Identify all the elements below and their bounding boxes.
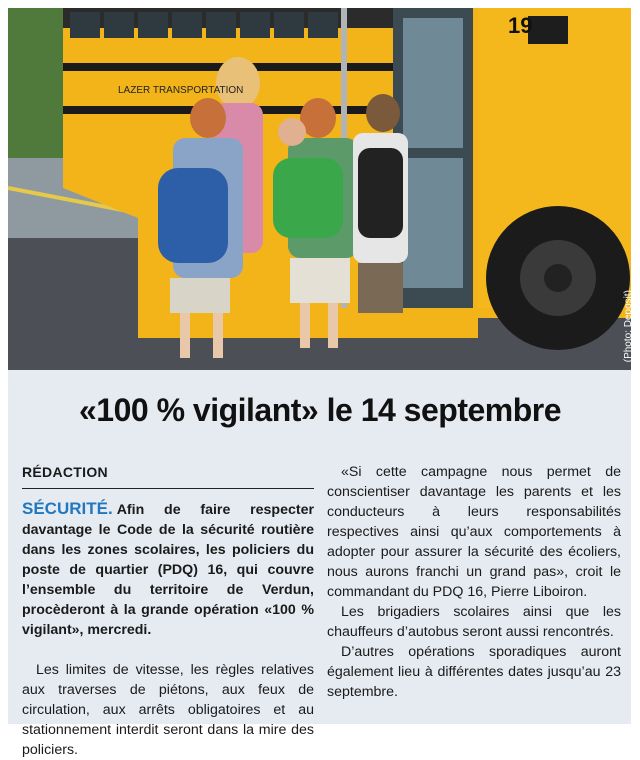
column-left (22, 462, 314, 760)
column-right (327, 462, 621, 702)
child-left (190, 98, 226, 138)
article-photo (8, 8, 631, 370)
school-bus-photo (8, 8, 631, 370)
bus-number: 19 (508, 13, 533, 38)
child-right (366, 94, 400, 132)
child-blonde (216, 57, 260, 109)
article-headline: «100 % vigilant» le 14 septembre (78, 392, 562, 428)
blue-backpack (158, 168, 228, 263)
body-paragraph-2: «Si cette campagne nous permet de conscientiser davantage les parents et les conducteurs à leurs responsabilités respectives ainsi qu’aux comportements à adopter pour assurer la sécurité des écoliers, nous aurons franchi un grand pas», croit le commandant du PDQ 16, Pierre Liboiron. (327, 464, 621, 600)
kicker: SÉCURITÉ. (22, 499, 113, 518)
byline: RÉDACTION (22, 462, 314, 489)
photo-credit: (Photo: Deposit) (623, 290, 634, 363)
lead-paragraph (22, 499, 314, 640)
body-paragraph-1: Les limites de vitesse, les règles relatives aux traverses de piétons, aux feux de circulation, aux arrêts obligatoires et au stationnement interdit seront dans la mire des policiers. (22, 662, 314, 758)
lead-text: Afin de faire respecter davantage le Code de la sécurité routière dans les zones scolaires, les policiers du poste de quartier (PDQ) 16, qui couvre l’ensemble du territoire de Verdun, procèderont à la grande opération «100 % vigilant», mercredi. (22, 502, 314, 638)
bus-lettering: LAZER TRANSPORTATION (118, 85, 244, 96)
body-paragraph-4: D’autres opérations sporadiques auront également lieu à différentes dates jusqu’au 23 septembre. (327, 644, 621, 700)
black-backpack (358, 148, 403, 238)
green-backpack (273, 158, 343, 238)
body-paragraph-3: Les brigadiers scolaires ainsi que les chauffeurs d’autobus seront aussi rencontrés. (327, 604, 621, 640)
